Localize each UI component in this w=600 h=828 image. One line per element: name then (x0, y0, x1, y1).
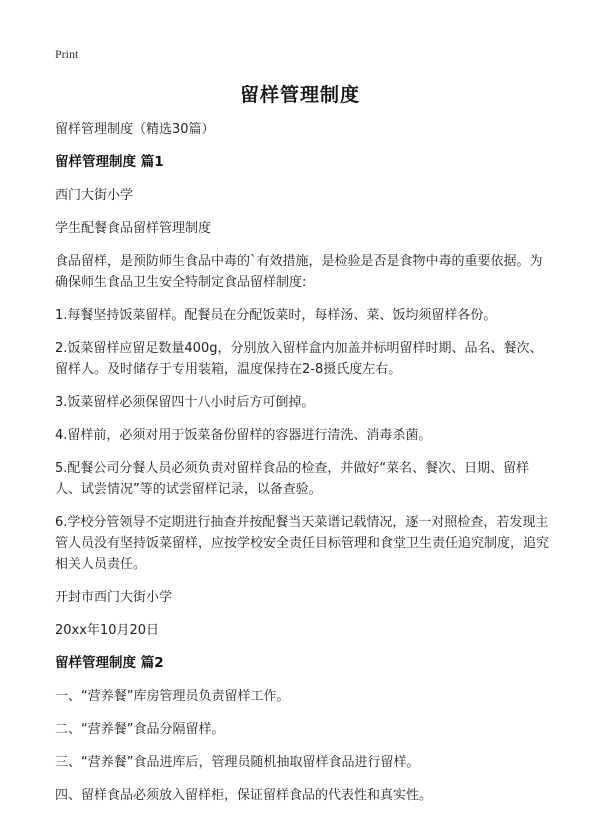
list-item: 6.学校分管领导不定期进行抽查并按配餐当天菜谱记载情况，逐一对照检查，若发现主管人员没有坚持饭菜留样，应按学校安全责任目标管理和食堂卫生责任追究制度，追究相关人员责任。 (55, 515, 550, 572)
school-name: 西门大街小学 (55, 188, 134, 203)
signature: 开封市西门大街小学 (55, 590, 173, 605)
list-item: 一、“营养餐”库房管理员负责留样工作。 (55, 689, 290, 704)
list-item: 三、“营养餐”食品进库后，管理员随机抽取留样食品进行留样。 (55, 755, 420, 770)
intro-paragraph: 食品留样，是预防师生食品中毒的`有效措施，是检验是否是食物中毒的重要依据。为确保师生食品卫生安全特制定食品留样制度: (55, 254, 543, 290)
date: 20xx年10月20日 (55, 623, 160, 638)
document-subtitle: 留样管理制度（精选30篇） (55, 122, 215, 137)
doc-name: 学生配餐食品留样管理制度 (55, 221, 212, 236)
page-title: 留样管理制度 (239, 84, 360, 106)
print-label: Print (55, 47, 79, 61)
document-body (55, 119, 550, 818)
list-item: 1.每餐坚持饭菜留样。配餐员在分配饭菜时，每样汤、菜、饭均须留样各份。 (55, 308, 497, 323)
section-heading-2: 留样管理制度 篇2 (55, 655, 164, 671)
section-heading-1: 留样管理制度 篇1 (55, 154, 164, 170)
list-item: 5.配餐公司分餐人员必须负责对留样食品的检查，并做好“菜名、餐次、日期、留样人、试尝情况”等的试尝留样记录，以备查验。 (55, 461, 530, 497)
list-item: 二、“营养餐”食品分隔留样。 (55, 722, 225, 737)
list-item: 2.饭菜留样应留足数量400g，分别放入留样盒内加盖并标明留样时期、品名、餐次、留样人。及时储存于专用装箱，温度保持在2-8摄氏度左右。 (55, 341, 543, 377)
list-item: 3.饭菜留样必须保留四十八小时后方可倒掉。 (55, 395, 315, 410)
list-item: 4.留样前，必须对用于饭菜备份留样的容器进行清洗、消毒杀菌。 (55, 428, 432, 443)
list-item: 四、留样食品必须放入留样柜，保证留样食品的代表性和真实性。 (55, 788, 433, 803)
